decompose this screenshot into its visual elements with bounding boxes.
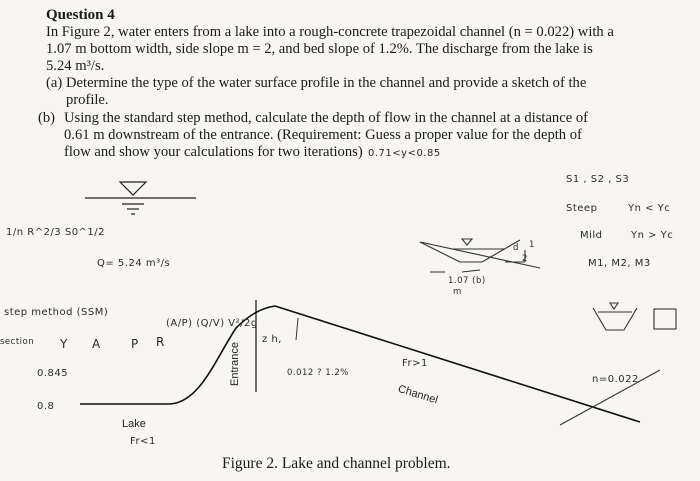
handwritten-z-h: z h, <box>262 334 282 345</box>
wide-channel-sketch <box>593 303 676 330</box>
handwritten-slope-values: 0.012 ? 1.2% <box>287 368 349 378</box>
handwritten-ssm: step method (SSM) <box>4 307 109 318</box>
figure-caption: Figure 2. Lake and channel problem. <box>222 455 451 472</box>
handwritten-discharge: Q= 5.24 m³/s <box>97 258 171 269</box>
handwritten-velocity-terms: (A/P) (Q/V) V²/2g <box>166 318 258 329</box>
handwritten-steep-relation: Yn < Yc <box>628 203 671 214</box>
handwritten-manning: 1/n R^2/3 S0^1/2 <box>6 227 106 238</box>
handwritten-side-one: 1 <box>529 240 535 250</box>
part-b-line-3: flow and show your calculations for two iterations) <box>64 144 363 160</box>
handwritten-mild: Mild <box>580 230 603 241</box>
part-a-line-1: Determine the type of the water surface profile in the channel and provide a sketch of the <box>66 75 587 91</box>
handwritten-n-value: n=0.022 <box>592 374 639 385</box>
channel-bed-line <box>275 306 640 422</box>
handwritten-unit: m <box>453 287 462 297</box>
handwritten-d: d <box>513 243 519 253</box>
handwritten-fr-gt1: Fr>1 <box>402 358 428 369</box>
question-title: Question 4 <box>46 7 115 23</box>
handwritten-tick <box>296 318 298 340</box>
part-b-label: (b) <box>38 110 56 126</box>
handwritten-steep: Steep <box>566 203 598 214</box>
handwritten-08: 0.8 <box>37 401 55 412</box>
handwritten-froude: Fr<1 <box>130 436 156 447</box>
channel-label: Channel <box>396 383 440 407</box>
part-a-line-2: profile. <box>66 92 109 108</box>
handwritten-section: section <box>0 337 35 347</box>
arrow-marks <box>430 270 480 272</box>
handwritten-bottom-width: 1.07 (b) <box>448 276 486 286</box>
intro-line-1: In Figure 2, water enters from a lake into a rough-concrete trapezoidal channel (n = 0.022) with a <box>46 24 614 40</box>
water-surface-symbol <box>85 182 196 214</box>
row-label-p: P <box>131 337 139 351</box>
part-b-line-1: Using the standard step method, calculate the depth of flow in the channel at a distance of <box>64 110 588 126</box>
handwritten-mild-relation: Yn > Yc <box>631 230 674 241</box>
row-label-y: Y <box>60 337 68 351</box>
intro-line-2: 1.07 m bottom width, side slope m = 2, and bed slope of 1.2%. The discharge from the lake is <box>46 41 593 57</box>
handwritten-m-profiles: M1, M2, M3 <box>588 258 651 269</box>
row-label-r: R <box>156 335 165 349</box>
handwritten-side-slope: 2 <box>522 254 528 264</box>
row-label-a: A <box>92 337 101 351</box>
part-b-line-2: 0.61 m downstream of the entrance. (Requirement: Guess a proper value for the depth of <box>64 127 582 143</box>
lake-label: Lake <box>122 418 146 430</box>
part-a-label: (a) <box>46 75 63 91</box>
handwritten-depth-range: 0.71<y<0.85 <box>368 148 441 159</box>
entrance-label: Entrance <box>229 341 241 386</box>
handwritten-0845: 0.845 <box>37 368 69 379</box>
intro-line-3: 5.24 m³/s. <box>46 58 105 74</box>
handwritten-s-profiles: S1 , S2 , S3 <box>566 174 630 185</box>
